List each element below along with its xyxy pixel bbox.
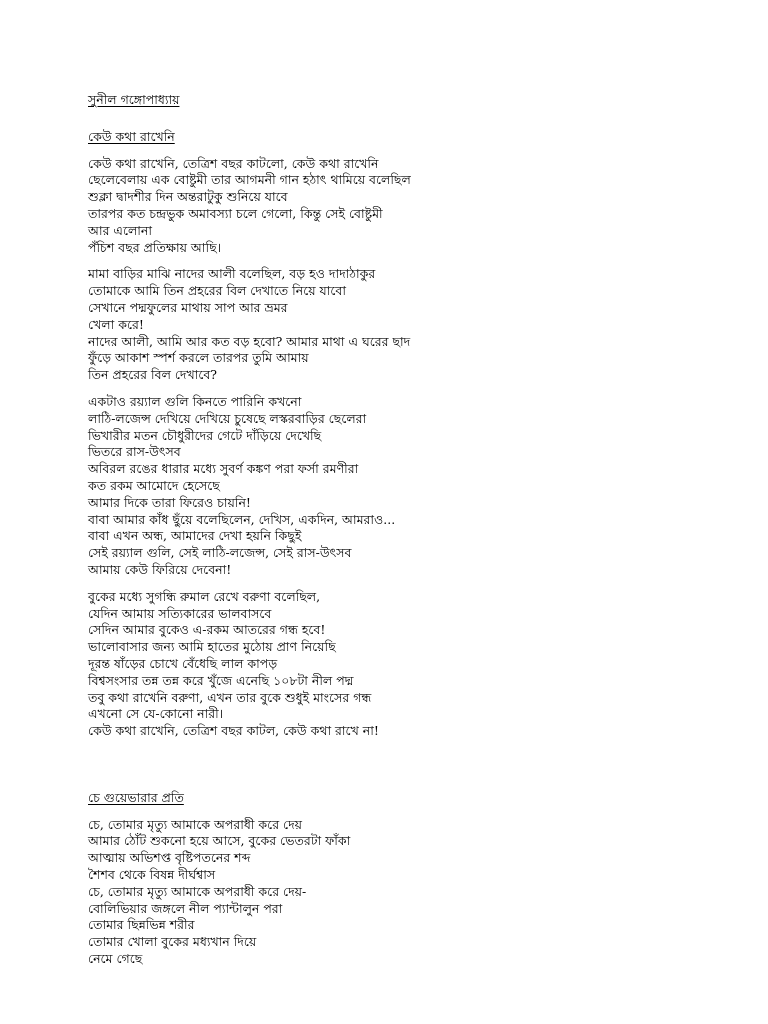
poem-line: তবু কথা রাখেনি বরুণা, এখন তার বুকে শুধুই মাংসের গন্ধ bbox=[88, 689, 372, 705]
poem-che-guevara bbox=[88, 790, 728, 968]
poem-line: শৈশব থেকে বিষন্ন দীর্ঘশ্বাস bbox=[88, 867, 216, 883]
poem-line: নেমে গেছে bbox=[88, 951, 143, 967]
stanza-1 bbox=[88, 817, 728, 968]
author-name: সুনীল গঙ্গোপাধ্যায় bbox=[88, 92, 180, 107]
poem-line: বাবা এখন অন্ধ, আমাদের দেখা হয়নি কিছুই bbox=[88, 528, 302, 544]
poem-line: একটাও রয়্যাল গুলি কিনতে পারিনি কখনো bbox=[88, 393, 302, 409]
stanza-4 bbox=[88, 589, 728, 740]
poem-separator bbox=[88, 750, 728, 790]
poem-line: মামা বাড়ির মাঝি নাদের আলী বলেছিল, বড় হও দাদাঠাকুর bbox=[88, 266, 376, 282]
poem-line: তিন প্রহরের বিল দেখাবে? bbox=[88, 367, 218, 383]
poem-line: অবিরল রঙের ধারার মধ্যে সুবর্ণ কঙ্কণ পরা ফর্সা রমণীরা bbox=[88, 461, 359, 477]
poem-line: যেদিন আমায় সত্যিকারের ভালবাসবে bbox=[88, 605, 272, 621]
poem-line: ফুঁড়ে আকাশ স্পর্শ করলে তারপর তুমি আমায় bbox=[88, 350, 309, 366]
poem-line: বিশ্বসংসার তন্ন তন্ন করে খুঁজে এনেছি ১০৮টা নীল পদ্ম bbox=[88, 672, 354, 688]
poem-line: ছেলেবেলায় এক বোষ্টুমী তার আগমনী গান হঠাৎ থামিয়ে বলেছিল bbox=[88, 172, 411, 188]
poem-line: শুক্লা দ্বাদশীর দিন অন্তরাটুকু শুনিয়ে যাবে bbox=[88, 189, 288, 205]
poem-line: লাঠি-লজেন্স দেখিয়ে দেখিয়ে চুষেছে লস্করবাড়ির ছেলেরা bbox=[88, 410, 367, 426]
poem-line: তোমাকে আমি তিন প্রহরের বিল দেখাতে নিয়ে যাবো bbox=[88, 283, 346, 299]
document-page bbox=[88, 92, 728, 978]
poem-line: কেউ কথা রাখেনি, তেত্রিশ বছর কাটলো, কেউ কথা রাখেনি bbox=[88, 155, 379, 171]
poem-line: বোলিভিয়ার জঙ্গলে নীল প্যান্টালুন পরা bbox=[88, 900, 283, 916]
poem-line: আত্মায় অভিশপ্ত বৃষ্টিপতনের শব্দ bbox=[88, 850, 251, 866]
poem-line: আমায় কেউ ফিরিয়ে দেবেনা! bbox=[88, 561, 232, 577]
poem-line: আমার দিকে তারা ফিরেও চায়নি! bbox=[88, 494, 251, 510]
poem-title: চে গুয়েভারার প্রতি bbox=[88, 789, 184, 805]
poem-line: দূরন্ত ষাঁড়ের চোখে বেঁধেছি লাল কাপড় bbox=[88, 655, 278, 671]
stanza-2 bbox=[88, 266, 728, 384]
poem-line: তারপর কত চন্দ্রভুক অমাবস্যা চলে গেলো, কিন্তু সেই বোষ্টুমী bbox=[88, 205, 383, 221]
poem-line: বাবা আমার কাঁধ ছুঁয়ে বলেছিলেন, দেখিস, একদিন, আমরাও... bbox=[88, 511, 396, 527]
poem-line: তোমার ছিন্নভিন্ন শরীর bbox=[88, 917, 195, 933]
poem-title: কেউ কথা রাখেনি bbox=[88, 128, 175, 144]
poem-line: কেউ কথা রাখেনি, তেত্রিশ বছর কাটল, কেউ কথা রাখে না! bbox=[88, 723, 379, 739]
poem-line: বুকের মধ্যে সুগন্ধি রুমাল রেখে বরুণা বলেছিল, bbox=[88, 588, 321, 604]
poem-line: কত রকম আমোদে হেসেছে bbox=[88, 477, 220, 493]
poem-line: পঁচিশ বছর প্রতিক্ষায় আছি। bbox=[88, 239, 222, 255]
poem-line: তোমার খোলা বুকের মধ্যখান দিয়ে bbox=[88, 934, 257, 950]
poem-line: সেখানে পদ্মফুলের মাথায় সাপ আর ভ্রমর bbox=[88, 299, 288, 315]
poem-line: খেলা করে! bbox=[88, 316, 144, 332]
stanza-3 bbox=[88, 394, 728, 579]
poem-line: চে, তোমার মৃত্যু আমাকে অপরাধী করে দেয়- bbox=[88, 883, 307, 899]
poem-line: চে, তোমার মৃত্যু আমাকে অপরাধী করে দেয় bbox=[88, 816, 303, 832]
poem-line: নাদের আলী, আমি আর কত বড় হবো? আমার মাথা এ ঘরের ছাদ bbox=[88, 333, 411, 349]
poem-keu-kotha-rakheni bbox=[88, 129, 728, 740]
poem-line: সেই রয়্যাল গুলি, সেই লাঠি-লজেন্স, সেই রাস-উৎসব bbox=[88, 545, 352, 561]
poem-line: ভিখারীর মতন চৌধুরীদের গেটে দাঁড়িয়ে দেখেছি bbox=[88, 427, 322, 443]
poem-line: আমার ঠোঁট শুকনো হয়ে আসে, বুকের ভেতরটা ফাঁকা bbox=[88, 833, 351, 849]
poem-line: সেদিন আমার বুকেও এ-রকম আতরের গন্ধ হবে! bbox=[88, 622, 326, 638]
poem-line: ভালোবাসার জন্য আমি হাতের মুঠোয় প্রাণ নিয়েছি bbox=[88, 639, 336, 655]
stanza-1 bbox=[88, 156, 728, 257]
poem-line: ভিতরে রাস-উৎসব bbox=[88, 444, 181, 460]
poem-line: আর এলোনা bbox=[88, 222, 152, 238]
poem-line: এখনো সে যে-কোনো নারী। bbox=[88, 706, 224, 722]
